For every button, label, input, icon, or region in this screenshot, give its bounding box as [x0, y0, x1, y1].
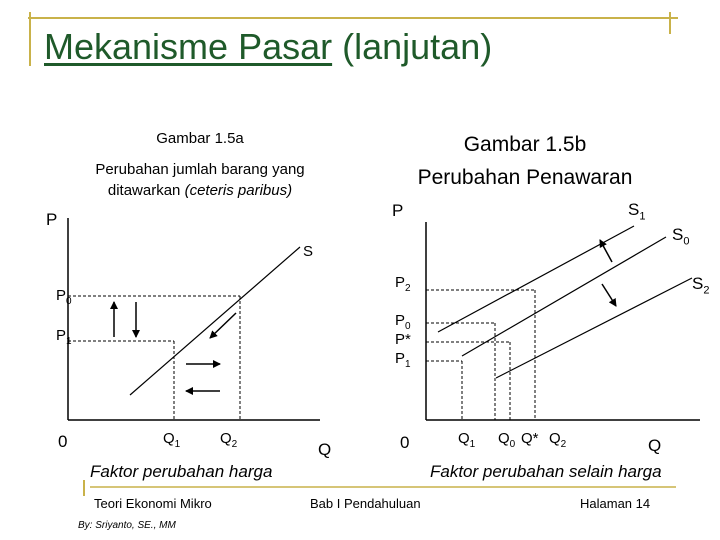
fig-b-s1-label	[628, 200, 645, 222]
fig-b-q0-label	[498, 430, 515, 450]
fig-b-x-axis-label: Q	[648, 436, 662, 455]
fig-b-p2-letter: P	[395, 274, 406, 291]
fig-a-caption-3	[48, 182, 352, 199]
fig-b-p0-sub: 0	[405, 321, 411, 332]
footer-chapter: Bab I Pendahuluan	[310, 496, 421, 511]
fig-a-caption-2: Perubahan jumlah barang yang	[95, 161, 305, 178]
fig-a-p0-label	[56, 287, 72, 307]
fig-b-s1-sub: 1	[639, 210, 646, 223]
fig-b-s0-label	[672, 225, 689, 247]
fig-a-q1-letter: Q	[163, 430, 175, 447]
fig-a-q2-sub: 2	[231, 439, 238, 450]
fig-a-x-axis-label: Q	[318, 440, 332, 459]
fig-a-p0-sub: 0	[66, 296, 72, 307]
figure-a	[68, 218, 320, 420]
slide-title	[44, 26, 492, 68]
fig-a-caption-3-text: ditawarkan	[107, 182, 181, 199]
fig-b-s0-letter: S	[672, 225, 684, 244]
fig-a-curve-label: S	[303, 243, 314, 260]
fig-b-q2-sub: 2	[560, 439, 567, 450]
fig-a-caption-1: Gambar 1.5a	[156, 130, 244, 147]
fig-a-q2-label	[220, 430, 237, 450]
fig-b-s2-letter: S	[692, 274, 704, 293]
footer-course: Teori Ekonomi Mikro	[94, 496, 212, 511]
fig-b-arrow-to-s1	[600, 240, 612, 262]
footer-author: By: Sriyanto, SE., MM	[78, 520, 176, 531]
fig-b-p1-sub: 1	[405, 359, 411, 370]
fig-b-caption-2: Perubahan Penawaran	[417, 166, 633, 189]
fig-b-s1-letter: S	[628, 200, 640, 219]
fig-b-q0-letter: Q	[498, 430, 510, 447]
fig-a-caption-3-italic: (ceteris paribus)	[184, 182, 293, 199]
fig-b-s2-label	[692, 274, 709, 296]
fig-b-q2-label	[549, 430, 566, 450]
fig-b-p2-label	[395, 274, 411, 294]
slide-title-main: Mekanisme Pasar	[44, 26, 333, 67]
fig-b-q2-letter: Q	[549, 430, 561, 447]
fig-b-q1-sub: 1	[469, 439, 476, 450]
fig-a-q1-label	[163, 430, 180, 450]
fig-b-curve-s1	[438, 226, 634, 332]
fig-a-p1-label	[56, 327, 72, 347]
fig-b-p2-sub: 2	[405, 283, 411, 294]
fig-a-origin-label: 0	[58, 432, 68, 451]
fig-a-supply-curve	[130, 247, 300, 395]
fig-b-y-axis-label: P	[392, 201, 404, 220]
fig-b-pstar-label: P*	[395, 331, 411, 348]
fig-a-p0-letter: P	[56, 287, 67, 304]
footer-page: Halaman 14	[580, 496, 651, 511]
fig-a-p1-sub: 1	[66, 336, 72, 347]
fig-b-curve-s2	[496, 278, 692, 378]
fig-b-origin-label: 0	[400, 433, 410, 452]
fig-b-arrow-to-s2	[602, 284, 616, 306]
fig-b-curve-s0	[462, 237, 666, 356]
fig-a-q2-letter: Q	[220, 430, 232, 447]
fig-b-p1-letter: P	[395, 350, 406, 367]
fig-b-s2-sub: 2	[703, 284, 710, 297]
fig-b-s0-sub: 0	[683, 235, 690, 248]
fig-b-q1-label	[458, 430, 475, 450]
fig-b-p0-label	[395, 312, 411, 332]
fig-b-q0-sub: 0	[509, 439, 516, 450]
fig-b-p1-label	[395, 350, 411, 370]
figure-b	[426, 222, 700, 420]
fig-b-p0-letter: P	[395, 312, 406, 329]
fig-a-y-axis-label: P	[46, 210, 58, 229]
fig-a-q1-sub: 1	[174, 439, 181, 450]
fig-b-caption-1: Gambar 1.5b	[463, 133, 587, 156]
fig-a-footer: Faktor perubahan harga	[90, 462, 273, 481]
fig-a-p1-letter: P	[56, 327, 67, 344]
fig-b-qstar-label: Q*	[521, 430, 539, 447]
fig-b-footer: Faktor perubahan selain harga	[430, 462, 662, 481]
slide-title-rest: (lanjutan)	[342, 26, 493, 67]
fig-a-arrow-along-curve	[210, 313, 236, 338]
fig-b-q1-letter: Q	[458, 430, 470, 447]
